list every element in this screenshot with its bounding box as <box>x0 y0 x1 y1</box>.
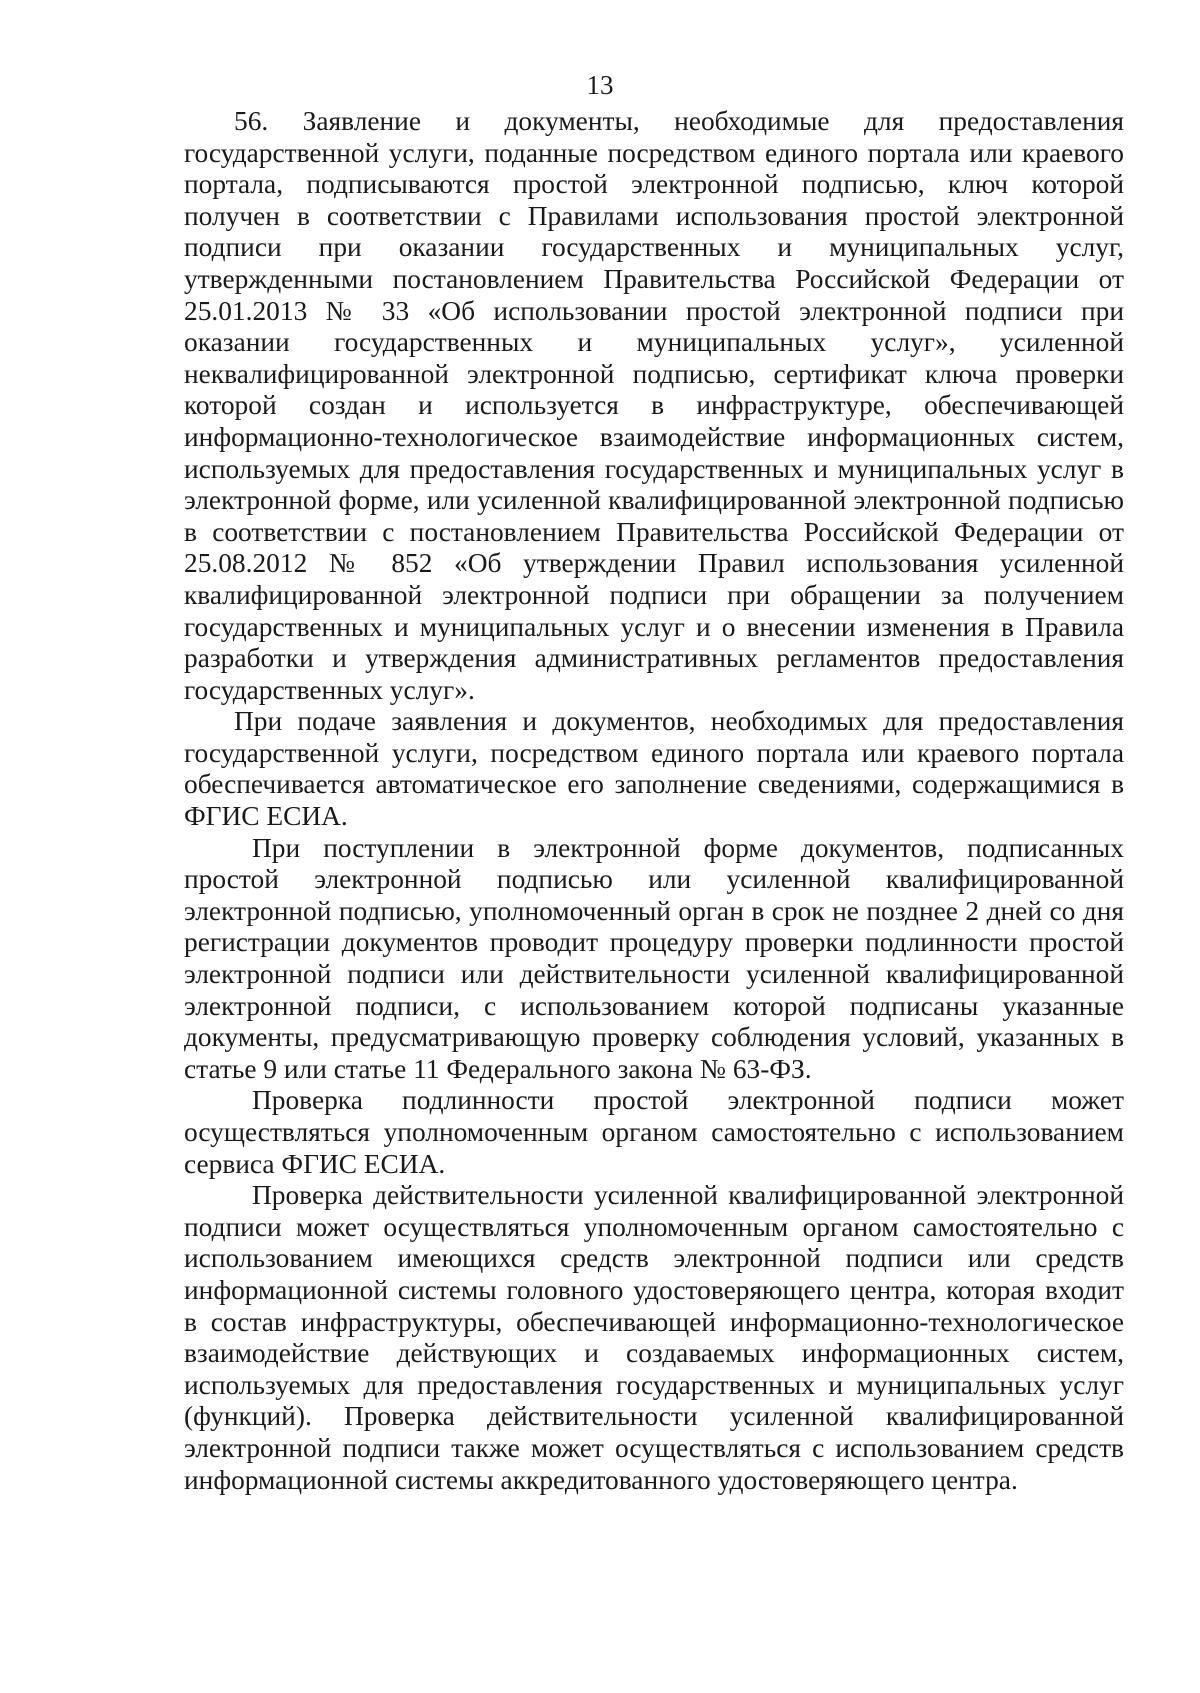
paragraph-56: 56. Заявление и документы, необходимые для предоставления государственной услуги, поданные посредством единого портала или краевого портала, подписываются простой электронной подписью, ключ которой получен в соответствии с Правилами использования простой электронной подписи при оказании государственных и муниципальных услуг, утвержденными постановлением Правительства Российской Федерации от 25.01.2013 № 33 «Об использовании простой электронной подписи при оказании государственных и муниципальных услуг», усиленной неквалифицированной электронной подписью, сертификат ключа проверки которой создан и используется в инфраструктуре, обеспечивающей информационно-технологическое взаимодействие информационных систем, используемых для предоставления государственных и муниципальных услуг в электронной форме, или усиленной квалифицированной электронной подписью в соответствии с постановлением Правительства Российской Федерации от 25.08.2012 № 852 «Об утверждении Правил использования усиленной квалифицированной электронной подписи при обращении за получением государственных и муниципальных услуг и о внесении изменения в Правила разработки и утверждения административных регламентов предоставления государственных услуг». <box>184 106 1124 705</box>
paragraph-simple-signature-check: Проверка подлинности простой электронной подписи может осуществляться уполномоченным органом самостоятельно с использованием сервиса ФГИС ЕСИА. <box>184 1085 1124 1179</box>
paragraph-signature-check-procedure: При поступлении в электронной форме документов, подписанных простой электронной подписью или усиленной квалифицированной электронной подписью, уполномоченный орган в срок не позднее 2 дней со дня регистрации документов проводит процедуру проверки подлинности простой электронной подписи или действительности усиленной квалифицированной электронной подписи, с использованием которой подписаны указанные документы, предусматривающую проверку соблюдения условий, указанных в статье 9 или статье 11 Федерального закона № 63-ФЗ. <box>184 832 1124 1084</box>
document-body <box>184 106 1124 1496</box>
paragraph-portal-autofill: При подаче заявления и документов, необходимых для предоставления государственной услуги, посредством единого портала или краевого портала обеспечивается автоматическое его заполнение сведениями, содержащимися в ФГИС ЕСИА. <box>184 706 1124 832</box>
paragraph-qualified-signature-check: Проверка действительности усиленной квалифицированной электронной подписи может осуществляться уполномоченным органом самостоятельно с использованием имеющихся средств электронной подписи или средств информационной системы головного удостоверяющего центра, которая входит в состав инфраструктуры, обеспечивающей информационно-технологическое взаимодействие действующих и создаваемых информационных систем, используемых для предоставления государственных и муниципальных услуг (функций). Проверка действительности усиленной квалифицированной электронной подписи также может осуществляться с использованием средств информационной системы аккредитованного удостоверяющего центра. <box>184 1180 1124 1495</box>
page-number: 13 <box>586 70 614 100</box>
